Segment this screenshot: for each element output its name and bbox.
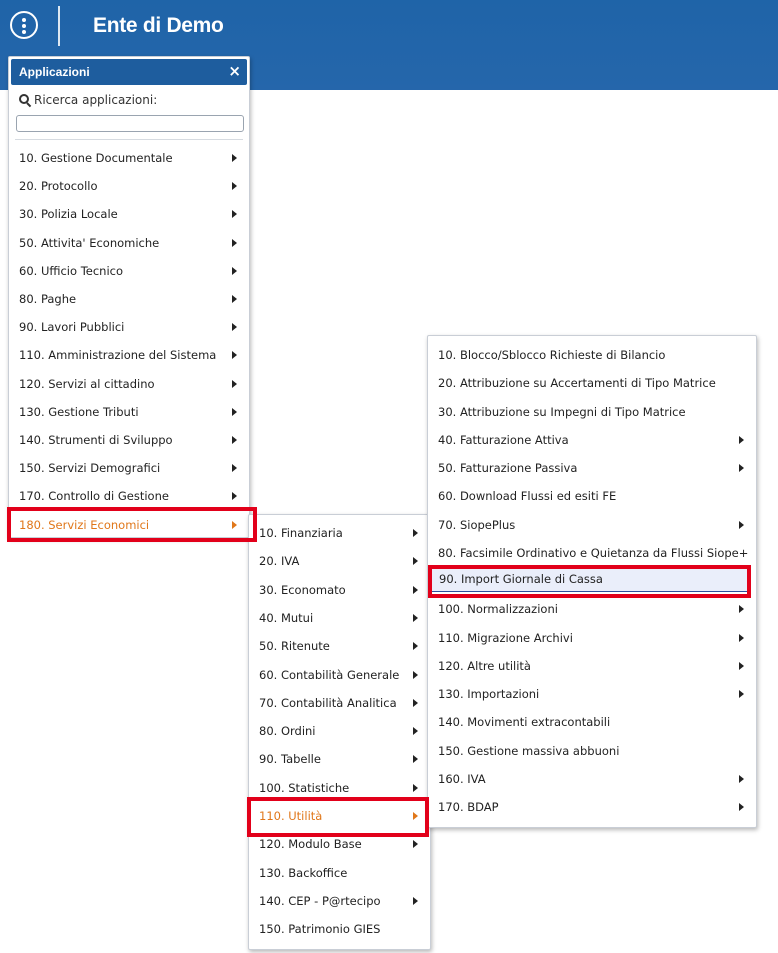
menu-item-20-protocollo[interactable] [9, 172, 247, 200]
search-input[interactable] [16, 115, 244, 132]
menu-item-40-mutui[interactable] [249, 604, 428, 632]
chevron-right-icon [413, 840, 418, 848]
menu-item-20-iva[interactable] [249, 547, 428, 575]
menu-item-110-migrazione-archivi[interactable] [428, 624, 754, 652]
chevron-right-icon [232, 380, 237, 388]
chevron-right-icon [739, 605, 744, 613]
menu-item-10-gestione-documentale[interactable] [9, 144, 247, 172]
chevron-right-icon [413, 699, 418, 707]
menu-item-90-tabelle[interactable] [249, 745, 428, 773]
menu-item-label: 20. Attribuzione su Accertamenti di Tipo Matrice [438, 376, 716, 391]
chevron-right-icon [739, 775, 744, 783]
chevron-right-icon [413, 755, 418, 763]
menu-item-label: 60. Contabilità Generale [259, 667, 400, 682]
separator [15, 139, 243, 140]
menu-item-110-amministrazione-del-sistema[interactable] [9, 341, 247, 369]
chevron-right-icon [739, 634, 744, 642]
menu-item-80-ordini[interactable] [249, 717, 428, 745]
menu-item-label: 100. Normalizzazioni [438, 602, 558, 617]
menu-item-label: 120. Altre utilità [438, 658, 531, 673]
menu-item-50-attivita-economiche[interactable] [9, 229, 247, 257]
kebab-menu-icon[interactable] [10, 11, 38, 39]
menu-item-label: 30. Polizia Locale [19, 207, 118, 222]
menu-item-20-attribuzione-su-accertamenti-di-tipo-matrice[interactable] [428, 369, 754, 397]
menu-item-label: 180. Servizi Economici [19, 517, 150, 532]
menu-item-130-gestione-tributi[interactable] [9, 398, 247, 426]
menu-item-60-download-flussi-ed-esiti-fe[interactable] [428, 482, 754, 510]
chevron-right-icon [232, 351, 237, 359]
close-icon[interactable]: × [228, 62, 241, 80]
menu-item-80-paghe[interactable] [9, 285, 247, 313]
chevron-right-icon [232, 267, 237, 275]
search-label-text: Ricerca applicazioni: [34, 93, 158, 107]
menu-item-label: 60. Download Flussi ed esiti FE [438, 489, 617, 504]
menu-item-label: 10. Finanziaria [259, 526, 343, 540]
menu-item-label: 110. Migrazione Archivi [438, 630, 573, 645]
menu-item-label: 90. Lavori Pubblici [19, 320, 125, 335]
chevron-right-icon [739, 662, 744, 670]
menu-item-label: 70. Contabilità Analitica [259, 695, 397, 710]
search-icon [19, 94, 30, 105]
chevron-right-icon [232, 154, 237, 162]
chevron-right-icon [739, 521, 744, 529]
menu-item-label: 30. Attribuzione su Impegni di Tipo Matrice [438, 404, 686, 419]
chevron-right-icon [739, 803, 744, 811]
menu-item-label: 170. BDAP [438, 800, 499, 814]
menu-item-label: 10. Gestione Documentale [19, 151, 173, 165]
menu-item-label: 140. Movimenti extracontabili [438, 715, 611, 730]
menu-item-label: 100. Statistiche [259, 780, 350, 795]
chevron-right-icon [739, 690, 744, 698]
chevron-right-icon [232, 436, 237, 444]
menu-item-label: 130. Gestione Tributi [19, 404, 139, 419]
applications-panel-title: Applicazioni [19, 65, 90, 79]
highlight-box-utilita [247, 797, 429, 837]
applications-panel [8, 56, 250, 538]
menu-item-label: 20. Protocollo [19, 179, 98, 194]
menu-item-label: 150. Servizi Demografici [19, 461, 161, 476]
chevron-right-icon [413, 586, 418, 594]
submenu-servizi-economici [248, 514, 431, 950]
applications-panel-header [11, 59, 247, 85]
menu-item-label: 120. Modulo Base [259, 837, 362, 852]
menu-item-70-contabilit-analitica[interactable] [249, 689, 428, 717]
menu-item-label: 50. Fatturazione Passiva [438, 461, 578, 475]
menu-item-60-contabilit-generale[interactable] [249, 661, 428, 689]
menu-item-70-siopeplus[interactable] [428, 511, 754, 539]
chevron-right-icon [413, 671, 418, 679]
chevron-right-icon [232, 464, 237, 472]
menu-item-90-lavori-pubblici[interactable] [9, 313, 247, 341]
menu-item-150-patrimonio-gies[interactable] [249, 915, 428, 943]
menu-item-label: 110. Utilità [259, 809, 323, 823]
chevron-right-icon [232, 323, 237, 331]
menu-item-10-finanziaria[interactable] [249, 519, 428, 547]
menu-item-label: 120. Servizi al cittadino [19, 376, 155, 391]
chevron-right-icon [739, 436, 744, 444]
menu-item-label: 70. SiopePlus [438, 517, 516, 532]
menu-item-label: 150. Gestione massiva abbuoni [438, 743, 620, 758]
menu-item-label: 160. IVA [438, 771, 486, 786]
menu-item-130-backoffice[interactable] [249, 859, 428, 887]
search-label [19, 93, 157, 107]
menu-item-label: 90. Import Giornale di Cassa [439, 572, 603, 586]
menu-item-10-blocco-sblocco-richieste-di-bilancio[interactable] [428, 341, 754, 369]
menu-item-140-movimenti-extracontabili[interactable] [428, 708, 754, 736]
menu-item-label: 10. Blocco/Sblocco Richieste di Bilancio [438, 348, 666, 362]
menu-item-30-polizia-locale[interactable] [9, 200, 247, 228]
menu-item-100-normalizzazioni[interactable] [428, 595, 754, 623]
chevron-right-icon [232, 295, 237, 303]
chevron-right-icon [413, 727, 418, 735]
menu-item-30-attribuzione-su-impegni-di-tipo-matrice[interactable] [428, 398, 754, 426]
menu-item-label: 150. Patrimonio GIES [259, 922, 381, 937]
menu-item-120-altre-utilit[interactable] [428, 652, 754, 680]
chevron-right-icon [413, 642, 418, 650]
menu-item-label: 110. Amministrazione del Sistema [19, 348, 217, 363]
chevron-right-icon [232, 210, 237, 218]
menu-item-80-facsimile-ordinativo-e-quietanza-da-flussi-siope[interactable] [428, 539, 754, 567]
menu-item-label: 130. Importazioni [438, 687, 540, 701]
menu-item-150-gestione-massiva-abbuoni[interactable] [428, 737, 754, 765]
menu-item-140-strumenti-di-sviluppo[interactable] [9, 426, 247, 454]
menu-item-label: 20. IVA [259, 554, 300, 569]
menu-item-label: 130. Backoffice [259, 865, 348, 880]
chevron-right-icon [232, 408, 237, 416]
menu-item-120-servizi-al-cittadino[interactable] [9, 370, 247, 398]
chevron-right-icon [232, 182, 237, 190]
menu-item-label: 140. CEP - P@rtecipo [259, 893, 381, 908]
menu-item-140-cep-p-rtecipo[interactable] [249, 887, 428, 915]
menu-item-label: 40. Mutui [259, 610, 314, 625]
chevron-right-icon [413, 897, 418, 905]
app-title: Ente di Demo [93, 14, 224, 37]
menu-item-60-ufficio-tecnico[interactable] [9, 257, 247, 285]
menu-item-label: 50. Ritenute [259, 639, 330, 654]
menu-item-30-economato[interactable] [249, 576, 428, 604]
menu-item-label: 60. Ufficio Tecnico [19, 263, 123, 278]
menu-item-label: 40. Fatturazione Attiva [438, 432, 569, 447]
highlight-box-import-giornale [428, 565, 751, 598]
menu-item-label: 140. Strumenti di Sviluppo [19, 433, 173, 447]
menu-item-label: 30. Economato [259, 582, 346, 597]
menu-item-130-importazioni[interactable] [428, 680, 754, 708]
highlight-box-servizi-economici [7, 507, 257, 542]
chevron-right-icon [232, 239, 237, 247]
menu-item-40-fatturazione-attiva[interactable] [428, 426, 754, 454]
menu-item-170-bdap[interactable] [428, 793, 754, 821]
menu-item-label: 170. Controllo di Gestione [19, 489, 169, 504]
chevron-right-icon [739, 464, 744, 472]
menu-item-150-servizi-demografici[interactable] [9, 454, 247, 482]
menu-item-160-iva[interactable] [428, 765, 754, 793]
menu-item-label: 80. Paghe [19, 292, 77, 306]
menu-item-label: 80. Ordini [259, 724, 316, 739]
menu-item-label: 80. Facsimile Ordinativo e Quietanza da Flussi Siope+ [438, 545, 749, 560]
chevron-right-icon [232, 492, 237, 500]
chevron-right-icon [413, 614, 418, 622]
chevron-right-icon [413, 784, 418, 792]
menu-item-50-fatturazione-passiva[interactable] [428, 454, 754, 482]
header-divider [58, 6, 60, 46]
chevron-right-icon [413, 529, 418, 537]
chevron-right-icon [413, 557, 418, 565]
menu-item-label: 50. Attivita' Economiche [19, 235, 160, 250]
menu-item-50-ritenute[interactable] [249, 632, 428, 660]
menu-item-label: 90. Tabelle [259, 752, 321, 767]
